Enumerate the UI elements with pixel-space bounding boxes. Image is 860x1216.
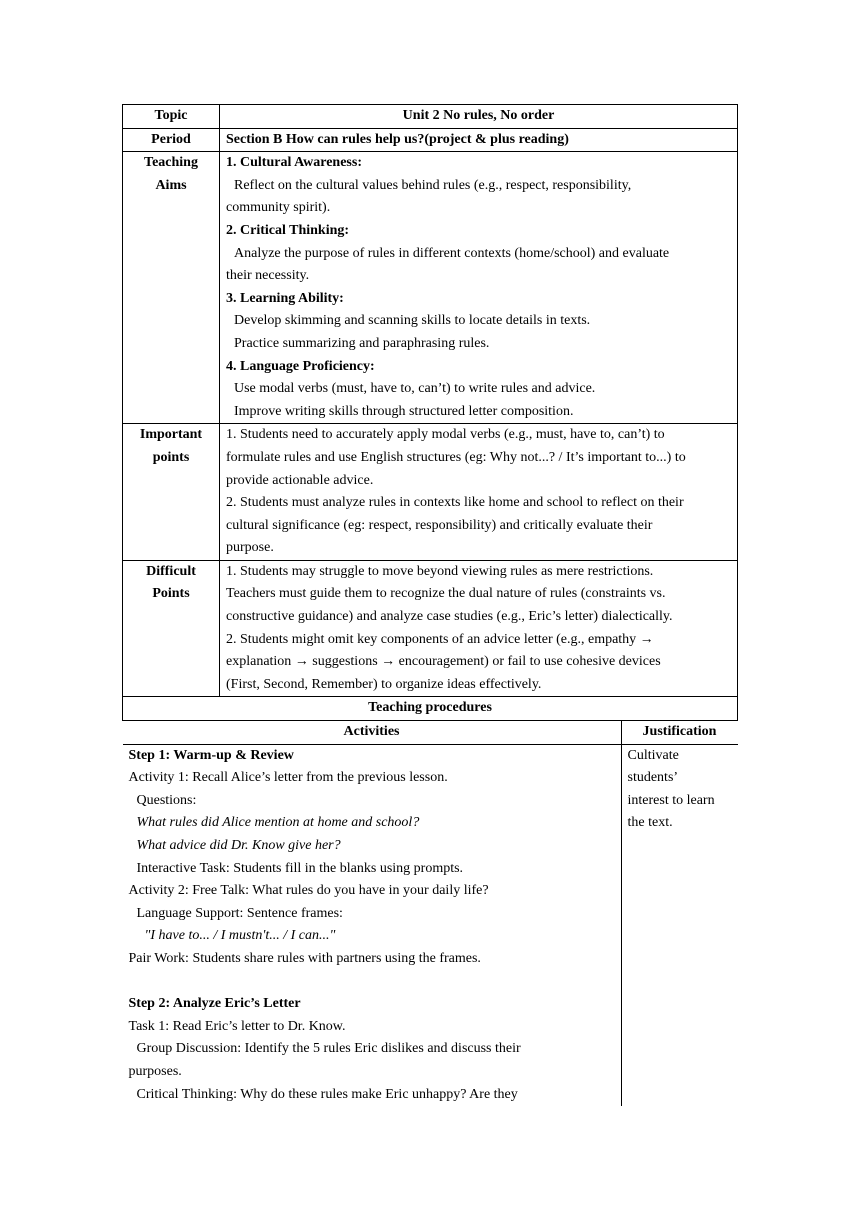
justification-content [621, 744, 738, 1106]
text-line: cultural significance (eg: respect, responsibility) and critically evaluate their [226, 517, 653, 533]
text-line: purposes. [128, 1063, 182, 1079]
aim-line: Reflect on the cultural values behind rules (e.g., respect, responsibility, [234, 177, 632, 193]
aim-line: their necessity. [226, 268, 310, 284]
text-line: Cultivate [627, 747, 679, 763]
text-line: 1. Students may struggle to move beyond viewing rules as mere restrictions. [226, 563, 654, 579]
text-line: constructive guidance) and analyze case studies (e.g., Eric’s letter) dialectically. [226, 609, 673, 625]
difficult-points-row [123, 560, 738, 697]
difficult-points-content [220, 560, 738, 697]
important-points-row [123, 424, 738, 561]
text-line: 2. Students might omit key components of an advice letter (e.g., empathy → [226, 631, 654, 647]
text-line: Task 1: Read Eric’s letter to Dr. Know. [128, 1018, 346, 1034]
important-points-content [220, 424, 738, 561]
text-line: What advice did Dr. Know give her? [136, 838, 341, 853]
aim-heading: 1. Cultural Awareness: [226, 155, 362, 171]
procedures-body [123, 721, 738, 1107]
lesson-plan-table [122, 104, 738, 1106]
text-line: 1. Students need to accurately apply modal verbs (e.g., must, have to, can’t) to [226, 427, 665, 443]
text-line: What rules did Alice mention at home and school? [136, 815, 420, 831]
topic-row [123, 105, 738, 129]
difficult-points-label: Difficult Points [123, 560, 220, 697]
text-line: Activity 2: Free Talk: What rules do you have in your daily life? [128, 883, 489, 899]
aim-line: Analyze the purpose of rules in different contexts (home/school) and evaluate [234, 245, 670, 261]
text-line: Language Support: Sentence frames: [136, 905, 343, 921]
step-title: Step 1: Warm-up & Review [128, 747, 294, 763]
aim-heading: 2. Critical Thinking: [226, 222, 350, 238]
text-line: 2. Students must analyze rules in contexts like home and school to reflect on their [226, 495, 684, 511]
topic-label: Topic [123, 105, 220, 129]
aim-line: Practice summarizing and paraphrasing rules. [234, 335, 490, 351]
procedures-table [123, 721, 738, 1106]
text-line: purpose. [226, 540, 274, 556]
aim-heading: 3. Learning Ability: [226, 290, 344, 306]
teaching-aims-label: Teaching Aims [123, 152, 220, 424]
period-label: Period [123, 128, 220, 152]
step-title: Step 2: Analyze Eric’s Letter [128, 996, 301, 1012]
text-line: Activity 1: Recall Alice’s letter from the previous lesson. [128, 770, 448, 786]
period-row [123, 128, 738, 152]
text-line: "I have to... / I mustn't... / I can..." [144, 928, 336, 944]
text-line: Questions: [136, 792, 197, 808]
aim-line: Improve writing skills through structured letter composition. [234, 403, 574, 419]
text-line: students’ [627, 770, 679, 786]
aim-line: Use modal verbs (must, have to, can’t) to write rules and advice. [234, 381, 596, 397]
text-line: interest to learn [627, 792, 715, 808]
important-points-label: Important points [123, 424, 220, 561]
aim-line: community spirit). [226, 200, 331, 216]
aim-line: Develop skimming and scanning skills to locate details in texts. [234, 313, 591, 329]
text-line: Teachers must guide them to recognize the dual nature of rules (constraints vs. [226, 586, 666, 602]
teaching-aims-row [123, 152, 738, 424]
procedures-header-row [123, 721, 738, 744]
procedures-title-row [123, 697, 738, 721]
text-line: (First, Second, Remember) to organize ideas effectively. [226, 676, 542, 692]
procedures-content-row [123, 744, 738, 1106]
procedures-body-row [123, 721, 738, 1107]
text-line: provide actionable advice. [226, 472, 374, 488]
text-line: the text. [627, 815, 673, 831]
lesson-plan [122, 104, 738, 1106]
teaching-aims-content [220, 152, 738, 424]
text-line: formulate rules and use English structures (eg: Why not...? / It’s important to...) to [226, 449, 686, 465]
text-line: Interactive Task: Students fill in the blanks using prompts. [136, 860, 464, 876]
period-value: Section B How can rules help us?(project & plus reading) [220, 128, 738, 152]
blank-line [129, 971, 615, 994]
text-line: Pair Work: Students share rules with partners using the frames. [128, 950, 481, 966]
activities-header: Activities [123, 721, 622, 744]
text-line: Critical Thinking: Why do these rules make Eric unhappy? Are they [136, 1086, 518, 1102]
activities-content [123, 744, 622, 1106]
text-line: explanation → suggestions → encouragement) or fail to use cohesive devices [226, 654, 661, 670]
topic-value: Unit 2 No rules, No order [220, 105, 738, 129]
procedures-title: Teaching procedures [123, 697, 738, 721]
aim-heading: 4. Language Proficiency: [226, 358, 375, 374]
justification-header: Justification [621, 721, 738, 744]
text-line: Group Discussion: Identify the 5 rules Eric dislikes and discuss their [136, 1041, 521, 1057]
